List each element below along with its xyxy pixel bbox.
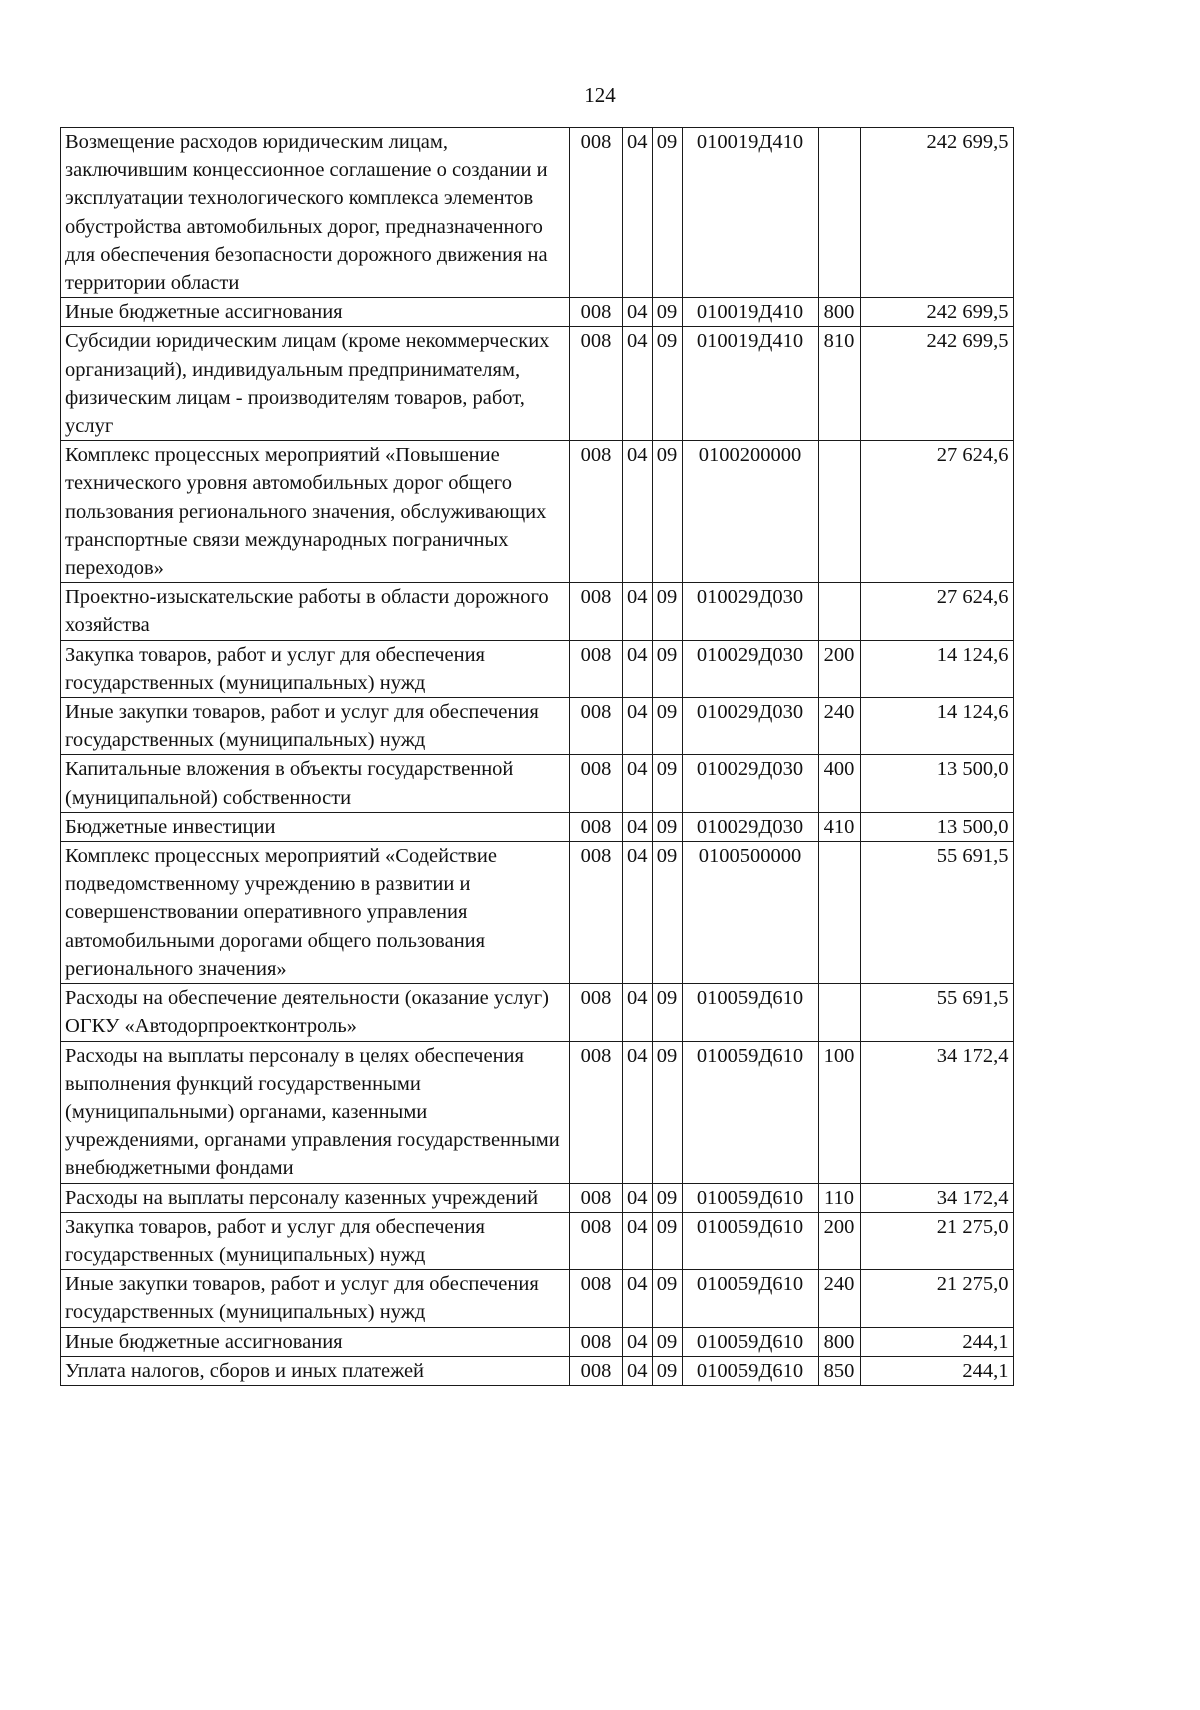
- ministry-code: 008: [570, 1041, 623, 1183]
- section-code: 04: [623, 842, 653, 984]
- section-code: 04: [623, 1356, 653, 1385]
- table-row: [61, 1041, 1014, 1183]
- table-row: [61, 441, 1014, 583]
- ministry-code: 008: [570, 327, 623, 441]
- expense-type-code: 100: [818, 1041, 860, 1183]
- expense-type-code: [818, 842, 860, 984]
- amount: 14 124,6: [860, 640, 1013, 697]
- table-row: [61, 1212, 1014, 1269]
- ministry-code: 008: [570, 1327, 623, 1356]
- table-body: [61, 128, 1014, 1386]
- table-row: [61, 128, 1014, 298]
- row-name: Иные закупки товаров, работ и услуг для обеспечения государственных (муниципальных) нужд: [61, 698, 570, 755]
- section-code: 04: [623, 583, 653, 640]
- expense-type-code: 200: [818, 1212, 860, 1269]
- ministry-code: 008: [570, 1183, 623, 1212]
- amount: 244,1: [860, 1327, 1013, 1356]
- table-row: [61, 1183, 1014, 1212]
- table-row: [61, 812, 1014, 841]
- amount: 13 500,0: [860, 812, 1013, 841]
- amount: 13 500,0: [860, 755, 1013, 812]
- target-article-code: 010059Д610: [682, 1356, 818, 1385]
- row-name: Возмещение расходов юридическим лицам, заключившим концессионное соглашение о создании и эксплуатации технологического комплекса элементов обустройства автомобильных дорог, предназначенного для обеспечения безопасности дорожного движения на территории области: [61, 128, 570, 298]
- target-article-code: 010059Д610: [682, 1041, 818, 1183]
- amount: 244,1: [860, 1356, 1013, 1385]
- row-name: Закупка товаров, работ и услуг для обеспечения государственных (муниципальных) нужд: [61, 640, 570, 697]
- subsection-code: 09: [652, 327, 682, 441]
- row-name: Бюджетные инвестиции: [61, 812, 570, 841]
- table-row: [61, 984, 1014, 1041]
- subsection-code: 09: [652, 842, 682, 984]
- amount: 21 275,0: [860, 1270, 1013, 1327]
- section-code: 04: [623, 327, 653, 441]
- subsection-code: 09: [652, 298, 682, 327]
- subsection-code: 09: [652, 1041, 682, 1183]
- subsection-code: 09: [652, 1327, 682, 1356]
- subsection-code: 09: [652, 1356, 682, 1385]
- target-article-code: 010029Д030: [682, 640, 818, 697]
- ministry-code: 008: [570, 298, 623, 327]
- target-article-code: 010059Д610: [682, 1327, 818, 1356]
- expense-type-code: 850: [818, 1356, 860, 1385]
- target-article-code: 010019Д410: [682, 298, 818, 327]
- ministry-code: 008: [570, 842, 623, 984]
- subsection-code: 09: [652, 698, 682, 755]
- ministry-code: 008: [570, 1270, 623, 1327]
- target-article-code: 010029Д030: [682, 755, 818, 812]
- target-article-code: 010029Д030: [682, 698, 818, 755]
- expense-type-code: 110: [818, 1183, 860, 1212]
- section-code: 04: [623, 698, 653, 755]
- row-name: Комплекс процессных мероприятий «Содействие подведомственному учреждению в развитии и совершенствовании оперативного управления автомобильными дорогами общего пользования регионального значения»: [61, 842, 570, 984]
- expense-type-code: 810: [818, 327, 860, 441]
- expense-type-code: [818, 441, 860, 583]
- subsection-code: 09: [652, 640, 682, 697]
- section-code: 04: [623, 984, 653, 1041]
- row-name: Расходы на выплаты персоналу казенных учреждений: [61, 1183, 570, 1212]
- ministry-code: 008: [570, 698, 623, 755]
- target-article-code: 010019Д410: [682, 327, 818, 441]
- ministry-code: 008: [570, 583, 623, 640]
- section-code: 04: [623, 812, 653, 841]
- page-number: 124: [584, 83, 616, 107]
- subsection-code: 09: [652, 755, 682, 812]
- expense-type-code: 800: [818, 1327, 860, 1356]
- expense-type-code: [818, 583, 860, 640]
- subsection-code: 09: [652, 984, 682, 1041]
- target-article-code: 010059Д610: [682, 1183, 818, 1212]
- section-code: 04: [623, 298, 653, 327]
- amount: 34 172,4: [860, 1041, 1013, 1183]
- section-code: 04: [623, 441, 653, 583]
- ministry-code: 008: [570, 812, 623, 841]
- target-article-code: 010019Д410: [682, 128, 818, 298]
- ministry-code: 008: [570, 984, 623, 1041]
- ministry-code: 008: [570, 1212, 623, 1269]
- row-name: Расходы на выплаты персоналу в целях обеспечения выполнения функций государственными (муниципальными) органами, казенными учреждениями, органами управления государственными внебюджетными фондами: [61, 1041, 570, 1183]
- amount: 34 172,4: [860, 1183, 1013, 1212]
- amount: 55 691,5: [860, 984, 1013, 1041]
- expense-type-code: [818, 984, 860, 1041]
- target-article-code: 0100200000: [682, 441, 818, 583]
- ministry-code: 008: [570, 640, 623, 697]
- target-article-code: 010029Д030: [682, 583, 818, 640]
- table-row: [61, 755, 1014, 812]
- table-row: [61, 640, 1014, 697]
- subsection-code: 09: [652, 1270, 682, 1327]
- table-row: [61, 1270, 1014, 1327]
- target-article-code: 010059Д610: [682, 984, 818, 1041]
- row-name: Иные бюджетные ассигнования: [61, 298, 570, 327]
- section-code: 04: [623, 640, 653, 697]
- section-code: 04: [623, 1041, 653, 1183]
- amount: 14 124,6: [860, 698, 1013, 755]
- target-article-code: 010029Д030: [682, 812, 818, 841]
- target-article-code: 010059Д610: [682, 1212, 818, 1269]
- row-name: Уплата налогов, сборов и иных платежей: [61, 1356, 570, 1385]
- amount: 242 699,5: [860, 128, 1013, 298]
- section-code: 04: [623, 1183, 653, 1212]
- amount: 27 624,6: [860, 441, 1013, 583]
- section-code: 04: [623, 1270, 653, 1327]
- section-code: 04: [623, 128, 653, 298]
- expense-type-code: 800: [818, 298, 860, 327]
- ministry-code: 008: [570, 128, 623, 298]
- subsection-code: 09: [652, 812, 682, 841]
- table-row: [61, 842, 1014, 984]
- amount: 55 691,5: [860, 842, 1013, 984]
- expense-type-code: 400: [818, 755, 860, 812]
- amount: 242 699,5: [860, 327, 1013, 441]
- subsection-code: 09: [652, 128, 682, 298]
- row-name: Иные закупки товаров, работ и услуг для обеспечения государственных (муниципальных) нужд: [61, 1270, 570, 1327]
- table-row: [61, 583, 1014, 640]
- table-row: [61, 298, 1014, 327]
- expense-type-code: 410: [818, 812, 860, 841]
- section-code: 04: [623, 1212, 653, 1269]
- subsection-code: 09: [652, 583, 682, 640]
- budget-table: [60, 127, 1014, 1386]
- expense-type-code: [818, 128, 860, 298]
- subsection-code: 09: [652, 1212, 682, 1269]
- row-name: Проектно-изыскательские работы в области дорожного хозяйства: [61, 583, 570, 640]
- row-name: Капитальные вложения в объекты государственной (муниципальной) собственности: [61, 755, 570, 812]
- row-name: Закупка товаров, работ и услуг для обеспечения государственных (муниципальных) нужд: [61, 1212, 570, 1269]
- target-article-code: 0100500000: [682, 842, 818, 984]
- table-row: [61, 327, 1014, 441]
- row-name: Иные бюджетные ассигнования: [61, 1327, 570, 1356]
- subsection-code: 09: [652, 1183, 682, 1212]
- subsection-code: 09: [652, 441, 682, 583]
- ministry-code: 008: [570, 441, 623, 583]
- expense-type-code: 200: [818, 640, 860, 697]
- amount: 242 699,5: [860, 298, 1013, 327]
- row-name: Комплекс процессных мероприятий «Повышение технического уровня автомобильных дорог общего пользования регионального значения, обслуживающих транспортные связи международных пограничных переходов»: [61, 441, 570, 583]
- target-article-code: 010059Д610: [682, 1270, 818, 1327]
- table-row: [61, 1327, 1014, 1356]
- ministry-code: 008: [570, 755, 623, 812]
- table-row: [61, 698, 1014, 755]
- amount: 27 624,6: [860, 583, 1013, 640]
- section-code: 04: [623, 755, 653, 812]
- section-code: 04: [623, 1327, 653, 1356]
- ministry-code: 008: [570, 1356, 623, 1385]
- amount: 21 275,0: [860, 1212, 1013, 1269]
- expense-type-code: 240: [818, 698, 860, 755]
- row-name: Субсидии юридическим лицам (кроме некоммерческих организаций), индивидуальным предпринимателям, физическим лицам - производителям товаров, работ, услуг: [61, 327, 570, 441]
- table-row: [61, 1356, 1014, 1385]
- expense-type-code: 240: [818, 1270, 860, 1327]
- row-name: Расходы на обеспечение деятельности (оказание услуг) ОГКУ «Автодорпроектконтроль»: [61, 984, 570, 1041]
